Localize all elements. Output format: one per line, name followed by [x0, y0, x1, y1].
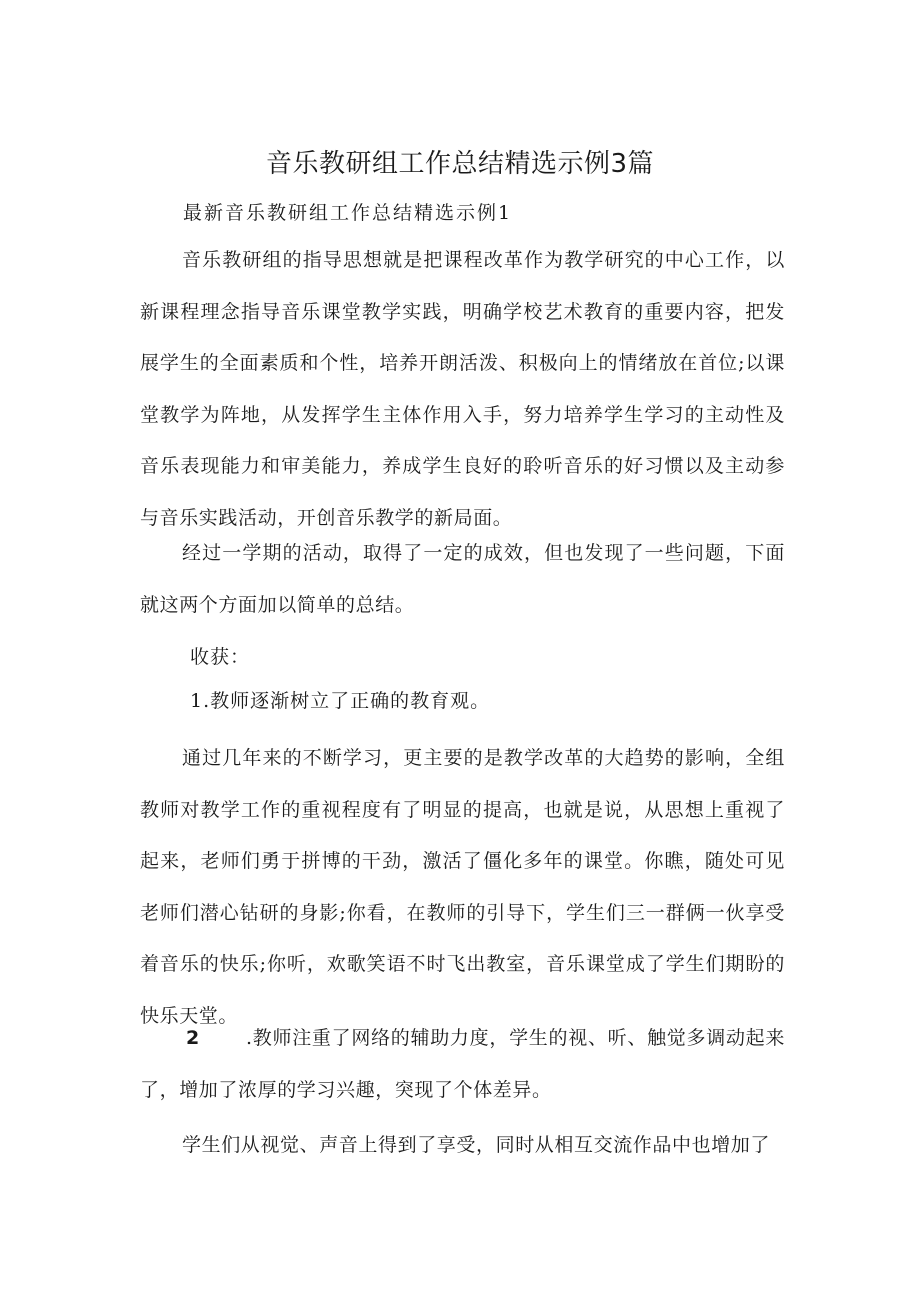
- list-item-2-text: .教师注重了网络的辅助力度，学生的视、听、触觉多调动起来了，增加了浓厚的学习兴趣，突现了个体差异。: [140, 1027, 785, 1101]
- document-title: 音乐教研组工作总结精选示例3篇: [265, 149, 655, 179]
- list-item-2-number: 2: [186, 1027, 200, 1049]
- harvest-label: 收获：: [190, 646, 251, 668]
- section-subtitle: 最新音乐教研组工作总结精选示例1: [183, 202, 513, 224]
- paragraph-student-experience: 学生们从视觉、声音上得到了享受，同时从相互交流作品中也增加了: [182, 1134, 771, 1156]
- paragraph-guiding-idea: 音乐教研组的指导思想就是把课程改革作为教学研究的中心工作，以新课程理念指导音乐课堂教学实践，明确学校艺术教育的重要内容，把发展学生的全面素质和个性，培养开朗活泼、积极向上的情绪放在首位;以课堂教学为阵地，从发挥学生主体作用入手，努力培养学生学习的主动性及音乐表现能力和审美能力，养成学生良好的聆听音乐的好习惯以及主动参与音乐实践活动，开创音乐教学的新局面。: [140, 249, 785, 529]
- paragraph-teacher-attitude: 通过几年来的不断学习，更主要的是教学改革的大趋势的影响，全组教师对教学工作的重视程度有了明显的提高，也就是说，从思想上重视了起来，老师们勇于拼博的干劲，激活了僵化多年的课堂。你瞧，随处可见老师们潜心钻研的身影;你看，在教师的引导下，学生们三一群俩一伙享受着音乐的快乐;你听，欢歌笑语不时飞出教室，音乐课堂成了学生们期盼的快乐天堂。: [140, 747, 785, 1027]
- paragraph-summary-intro: 经过一学期的活动，取得了一定的成效，但也发现了一些问题，下面就这两个方面加以简单的总结。: [140, 542, 785, 616]
- list-item-1: 1.教师逐渐树立了正确的教育观。: [190, 690, 491, 712]
- list-item-2: [140, 1013, 785, 1116]
